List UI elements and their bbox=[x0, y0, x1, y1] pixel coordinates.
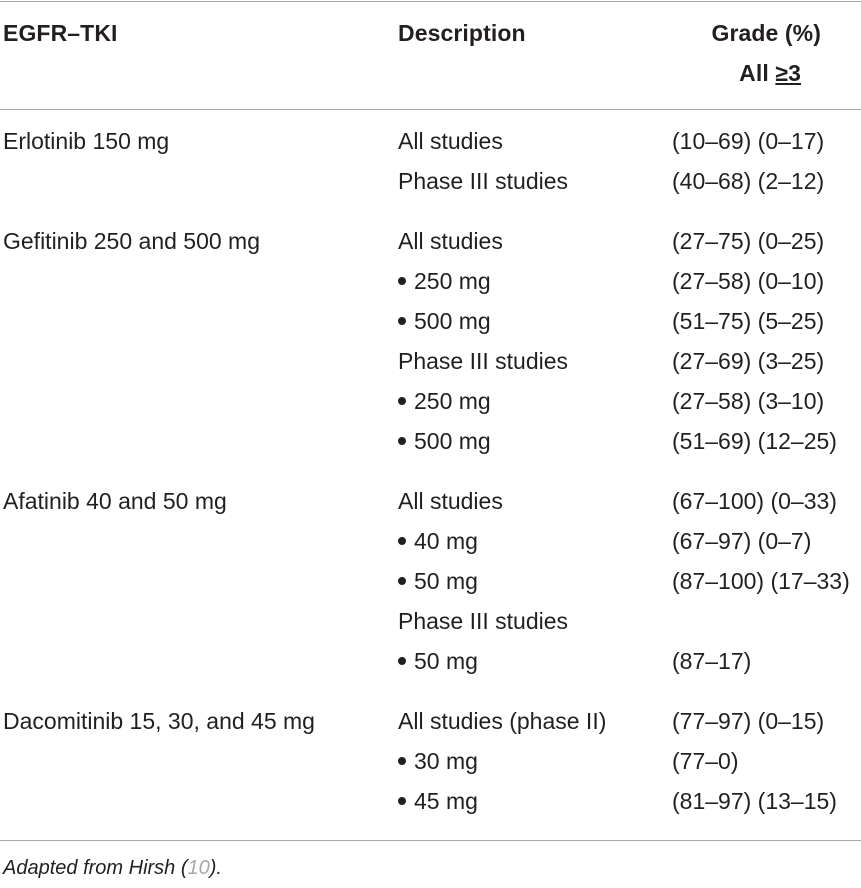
table-row bbox=[0, 648, 861, 688]
cell-description-text: 250 mg bbox=[414, 268, 491, 294]
cell-description-text: 30 mg bbox=[414, 748, 478, 774]
cell-description bbox=[398, 168, 568, 195]
bullet-icon bbox=[398, 757, 406, 765]
cell-grade: (77–97) (0–15) bbox=[672, 708, 825, 734]
cell-description-text: 45 mg bbox=[414, 788, 478, 814]
cell-description bbox=[398, 648, 478, 675]
cell-grade: (27–69) (3–25) bbox=[672, 348, 825, 374]
footnote bbox=[3, 857, 222, 880]
table-row bbox=[0, 708, 861, 748]
footnote-ref[interactable]: 10 bbox=[187, 857, 210, 879]
cell-description bbox=[398, 428, 491, 455]
cell-description bbox=[398, 788, 478, 815]
cell-description bbox=[398, 308, 491, 335]
cell-description bbox=[398, 488, 503, 515]
cell-grade: (67–100) (0–33) bbox=[672, 488, 837, 514]
top-rule bbox=[0, 1, 861, 2]
table-row bbox=[0, 388, 861, 428]
cell-grade: (81–97) (13–15) bbox=[672, 788, 837, 814]
cell-description bbox=[398, 528, 478, 555]
table-row bbox=[0, 788, 861, 828]
header-tki: EGFR–TKI bbox=[3, 20, 118, 46]
footnote-prefix: Adapted from Hirsh ( bbox=[3, 857, 188, 879]
table-row bbox=[0, 568, 861, 608]
cell-description bbox=[398, 568, 478, 595]
cell-grade: (51–75) (5–25) bbox=[672, 308, 825, 334]
table-row bbox=[0, 308, 861, 348]
cell-tki: Erlotinib 150 mg bbox=[3, 128, 170, 154]
table-row bbox=[0, 608, 861, 648]
bullet-icon bbox=[398, 317, 406, 325]
cell-description-text: Phase III studies bbox=[398, 168, 569, 194]
bullet-icon bbox=[398, 797, 406, 805]
bottom-rule bbox=[0, 840, 861, 841]
table-row bbox=[0, 488, 861, 528]
bullet-icon bbox=[398, 537, 406, 545]
cell-description bbox=[398, 128, 503, 155]
table-row bbox=[0, 348, 861, 388]
header-rule bbox=[0, 109, 861, 110]
cell-grade: (87–17) bbox=[672, 648, 752, 674]
cell-grade: (67–97) (0–7) bbox=[672, 528, 812, 554]
cell-tki: Dacomitinib 15, 30, and 45 mg bbox=[3, 708, 315, 734]
cell-description-text: 250 mg bbox=[414, 388, 491, 414]
table-row bbox=[0, 228, 861, 268]
cell-grade: (10–69) (0–17) bbox=[672, 128, 825, 154]
cell-grade: (87–100) (17–33) bbox=[672, 568, 850, 594]
table-row bbox=[0, 428, 861, 468]
cell-grade: (27–75) (0–25) bbox=[672, 228, 825, 254]
cell-description bbox=[398, 348, 568, 375]
bullet-icon bbox=[398, 397, 406, 405]
header-grade: Grade (%) bbox=[711, 20, 821, 46]
bullet-icon bbox=[398, 277, 406, 285]
cell-grade: (40–68) (2–12) bbox=[672, 168, 825, 194]
cell-description-text: Phase III studies bbox=[398, 348, 569, 374]
header-grade-sub bbox=[671, 60, 801, 87]
cell-grade: (27–58) (3–10) bbox=[672, 388, 825, 414]
cell-description-text: All studies bbox=[398, 228, 503, 254]
cell-tki: Afatinib 40 and 50 mg bbox=[3, 488, 227, 514]
header-description: Description bbox=[398, 20, 526, 46]
cell-tki: Gefitinib 250 and 500 mg bbox=[3, 228, 261, 254]
cell-description bbox=[398, 388, 491, 415]
cell-description-text: All studies bbox=[398, 128, 503, 154]
bullet-icon bbox=[398, 657, 406, 665]
cell-grade: (51–69) (12–25) bbox=[672, 428, 837, 454]
cell-description bbox=[398, 708, 606, 735]
bullet-icon bbox=[398, 437, 406, 445]
header-grade-all: All bbox=[739, 60, 769, 86]
cell-grade: (77–0) bbox=[672, 748, 739, 774]
header-grade-ge3: ≥3 bbox=[775, 60, 801, 86]
footnote-suffix: ). bbox=[209, 857, 222, 879]
cell-description-text: 50 mg bbox=[414, 568, 478, 594]
cell-description bbox=[398, 748, 478, 775]
cell-description-text: Phase III studies bbox=[398, 608, 569, 634]
cell-description-text: All studies (phase II) bbox=[398, 708, 607, 734]
table-row bbox=[0, 268, 861, 308]
table-row bbox=[0, 748, 861, 788]
bullet-icon bbox=[398, 577, 406, 585]
cell-description-text: 500 mg bbox=[414, 428, 491, 454]
table-row bbox=[0, 128, 861, 168]
cell-description-text: 40 mg bbox=[414, 528, 478, 554]
cell-description-text: All studies bbox=[398, 488, 503, 514]
cell-description bbox=[398, 268, 491, 295]
cell-description bbox=[398, 608, 568, 635]
table-row bbox=[0, 528, 861, 568]
cell-grade: (27–58) (0–10) bbox=[672, 268, 825, 294]
table-row bbox=[0, 168, 861, 208]
cell-description-text: 500 mg bbox=[414, 308, 491, 334]
cell-description bbox=[398, 228, 503, 255]
cell-description-text: 50 mg bbox=[414, 648, 478, 674]
